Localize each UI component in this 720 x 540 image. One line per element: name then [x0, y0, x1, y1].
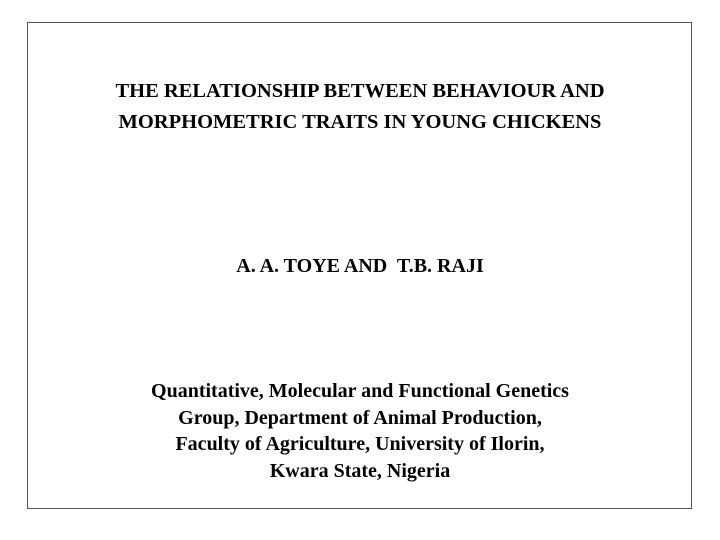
affiliation-line-4: Kwara State, Nigeria	[269, 459, 451, 482]
affiliation-line-1: Quantitative, Molecular and Functional Genetics	[151, 380, 569, 402]
title-line-1: THE RELATIONSHIP BETWEEN BEHAVIOUR AND	[115, 80, 605, 102]
slide-affiliation	[0, 378, 720, 484]
title-line-2: MORPHOMETRIC TRAITS IN YOUNG CHICKENS	[118, 111, 602, 133]
slide-authors: A. A. TOYE AND T.B. RAJI	[236, 255, 484, 277]
slide-title	[0, 76, 720, 138]
affiliation-line-2: Group, Department of Animal Production,	[178, 406, 542, 429]
affiliation-line-3: Faculty of Agriculture, University of Ilorin,	[175, 433, 545, 455]
